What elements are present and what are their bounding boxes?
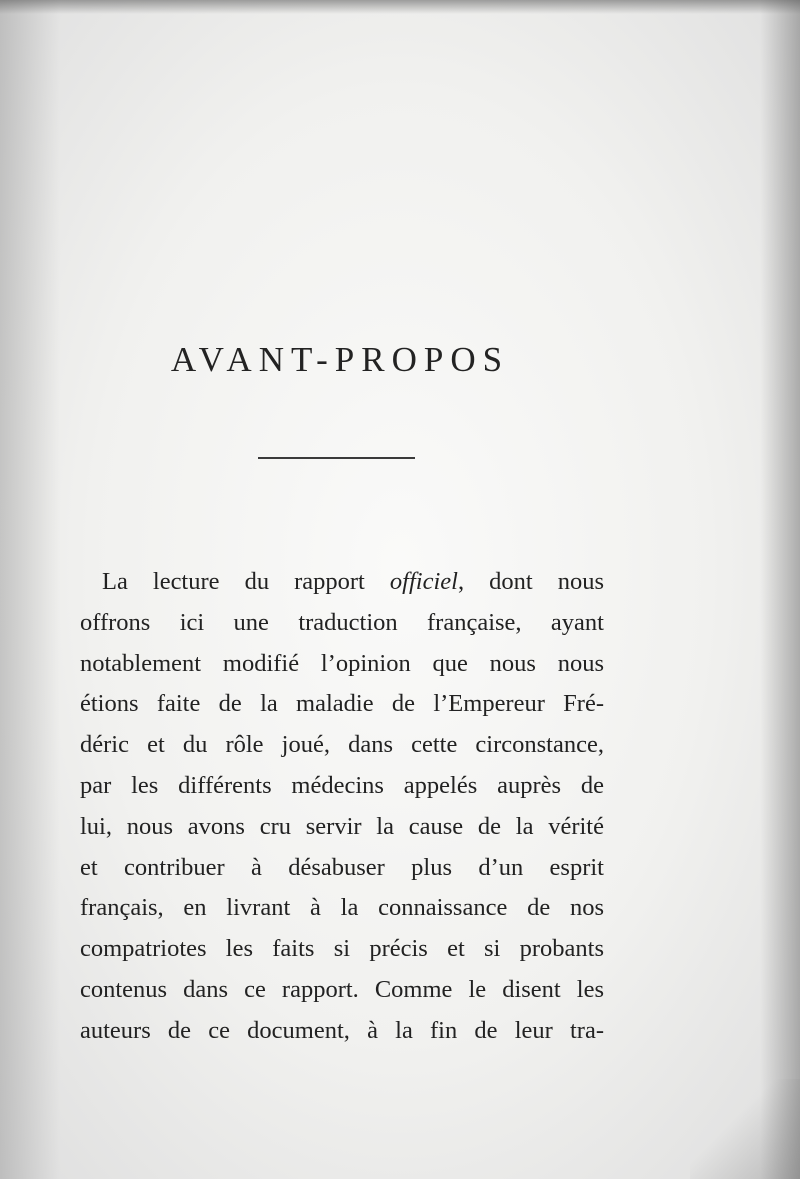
text-line: et contribuer à désabuser plus d’un esprit	[80, 853, 604, 881]
page-shadow-left	[0, 0, 60, 1179]
text-line: compatriotes les faits si précis et si probants	[80, 935, 604, 963]
text-line: par les différents médecins appelés auprès de	[80, 771, 604, 799]
text-line: étions faite de la maladie de l’Empereur Fré-	[80, 690, 604, 718]
text-line: notablement modifié l’opinion que nous nous	[80, 649, 604, 677]
heading-divider	[258, 457, 415, 459]
text-line: français, en livrant à la connaissance de nos	[80, 894, 604, 922]
text-line: déric et du rôle joué, dans cette circonstance,	[80, 731, 604, 759]
text-line: contenus dans ce rapport. Comme le disent les	[80, 975, 604, 1003]
page-corner-wear	[690, 1079, 800, 1179]
section-heading: AVANT-PROPOS	[170, 340, 510, 379]
page-shadow-right	[760, 0, 800, 1179]
text-line: offrons ici une traduction française, ayant	[80, 608, 604, 636]
text-line: lui, nous avons cru servir la cause de la vérité	[80, 812, 604, 840]
body-paragraph	[80, 562, 604, 1052]
italic-word: officiel	[389, 568, 458, 595]
page-shadow-top	[0, 0, 800, 14]
text-line: auteurs de ce document, à la fin de leur tra-	[80, 1016, 604, 1044]
text-line: La lecture du rapport officiel, dont nous	[102, 568, 605, 595]
